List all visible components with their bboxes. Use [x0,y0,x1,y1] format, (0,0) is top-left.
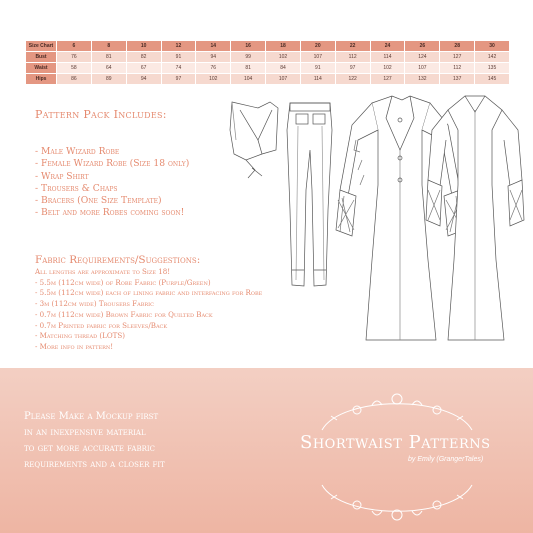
wrap-shirt-illustration [230,102,278,178]
measurement-cell: 107 [266,74,301,85]
measurement-cell: 145 [475,74,510,85]
pattern-pack-title: Pattern Pack Includes: [35,108,167,121]
size-header: 8 [91,41,126,52]
list-item: - Matching thread (LOTS) [35,331,126,341]
floral-wreath-icon [302,385,492,525]
mockup-line: requirements and a closer fit [24,459,165,470]
trousers-illustration [287,103,332,286]
size-chart-header-label: Size Chart [26,41,57,52]
measurement-cell: 107 [300,52,335,63]
measurement-cell: 64 [91,63,126,74]
measurement-cell: 127 [370,74,405,85]
mockup-line: Please Make a Mockup first [24,411,159,422]
measurement-cell: 122 [335,74,370,85]
measurement-cell: 86 [57,74,92,85]
brand-name: Shortwaist Patterns [300,432,491,453]
mockup-line: to get more accurate fabric [24,443,156,454]
measurement-cell: 91 [161,52,196,63]
measurement-cell: 137 [440,74,475,85]
list-item: - Belt and more Robes coming soon! [35,207,185,219]
size-header: 16 [231,41,266,52]
measurement-cell: 142 [475,52,510,63]
size-header: 30 [475,41,510,52]
measurement-cell: 91 [300,63,335,74]
mockup-line: in an inexpensive material [24,427,146,438]
list-item: - More info in pattern! [35,341,114,351]
measurement-cell: 94 [196,52,231,63]
measurement-cell: 135 [475,63,510,74]
measurement-cell: 67 [126,63,161,74]
measurement-cell: 89 [91,74,126,85]
list-item: - 5.5m (112cm wide) each of lining fabric and interfacing for Robe [35,288,263,298]
measurement-cell: 112 [440,63,475,74]
list-item: - Trousers & Chaps [35,182,118,194]
size-header: 24 [370,41,405,52]
measurement-cell: 107 [405,63,440,74]
size-header: 12 [161,41,196,52]
measurement-cell: 76 [57,52,92,63]
measurement-cell: 82 [126,52,161,63]
list-item: - 5.5m (112cm wide) of Robe Fabric (Purple/Green) [35,277,211,287]
row-label: Waist [26,63,57,74]
measurement-cell: 114 [300,74,335,85]
measurement-cell: 112 [335,52,370,63]
list-item: - Female Wizard Robe (Size 18 only) [35,158,190,170]
size-header: 26 [405,41,440,52]
measurement-cell: 132 [405,74,440,85]
measurement-cell: 102 [266,52,301,63]
mockup-note [24,409,264,473]
measurement-cell: 84 [266,63,301,74]
brand-byline: by Emily (GrangerTales) [408,456,484,463]
measurement-cell: 74 [161,63,196,74]
measurement-cell: 99 [231,52,266,63]
size-header: 20 [300,41,335,52]
list-item: - 3m (112cm wide) Trousers Fabric [35,299,154,309]
measurement-cell: 102 [196,74,231,85]
measurement-cell: 81 [91,52,126,63]
size-header: 6 [57,41,92,52]
measurement-cell: 102 [370,63,405,74]
list-item: All lengths are approximate to Size 18! [35,267,171,276]
measurement-cell: 58 [57,63,92,74]
list-item: - Male Wizard Robe [35,146,120,157]
size-header: 18 [266,41,301,52]
measurement-cell: 127 [440,52,475,63]
measurement-cell: 94 [126,74,161,85]
measurement-cell: 97 [335,63,370,74]
list-item: - Bracers (One Size Template) [35,195,162,207]
size-header: 22 [335,41,370,52]
measurement-cell: 81 [231,63,266,74]
fabric-title: Fabric Requirements/Suggestions: [35,254,201,266]
measurement-cell: 104 [231,74,266,85]
size-header: 14 [196,41,231,52]
row-label: Hips [26,74,57,85]
measurement-cell: 124 [405,52,440,63]
measurement-cell: 97 [161,74,196,85]
size-header: 10 [126,41,161,52]
size-header: 28 [440,41,475,52]
list-item: - Wrap Shirt [35,170,89,182]
row-label: Bust [26,52,57,63]
measurement-cell: 114 [370,52,405,63]
list-item: - 0.7m Printed fabric for Sleeves/Back [35,320,168,330]
list-item: - 0.7m (112cm wide) Brown Fabric for Quilted Back [35,309,213,319]
measurement-cell: 76 [196,63,231,74]
robe-back-illustration [426,96,524,340]
